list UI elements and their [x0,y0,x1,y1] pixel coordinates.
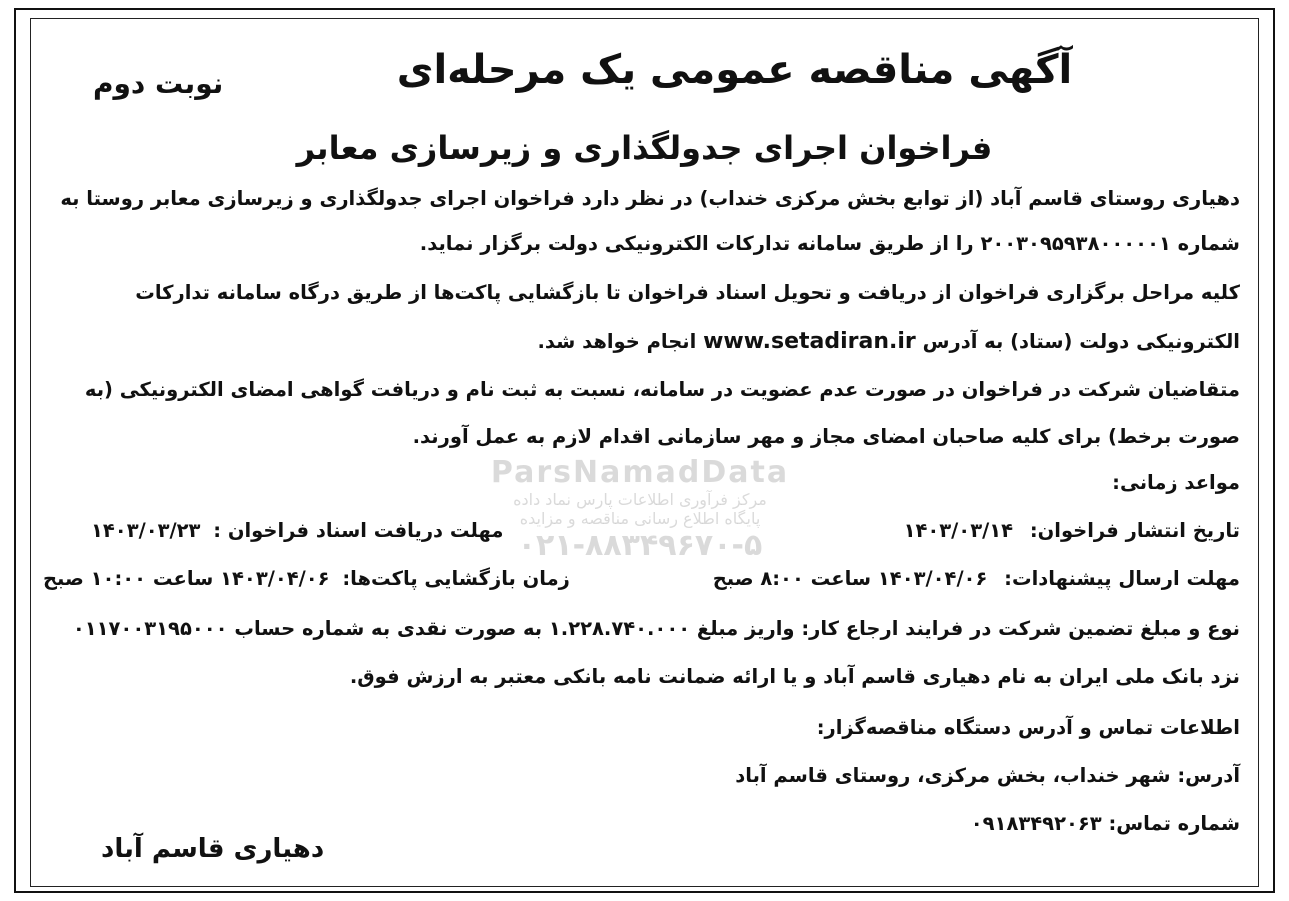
watermark-brand: ParsNamadData [490,455,790,490]
setadiran-link[interactable]: www.setadiran.ir [703,329,916,354]
opening-time-row [43,567,570,590]
phone-row [971,812,1240,835]
publish-date-value: ۱۴۰۳/۰۳/۱۴ [903,519,1014,542]
phone-value: ۰۹۱۸۳۴۹۲۰۶۳ [970,812,1109,835]
notice-title: آگهی مناقصه عمومی یک مرحله‌ای [396,47,1073,93]
watermark-line-1: مرکز فرآوری اطلاعات پارس نماد داده [513,490,767,509]
round-label: نوبت دوم [93,67,224,100]
docs-deadline-label: مهلت دریافت اسناد فراخوان : [213,519,504,542]
paragraph-1-line-1 [60,187,1240,210]
paragraph-3-line-1: متقاضیان شرکت در فراخوان در صورت عدم عضویت در سامانه، نسبت به ثبت نام و دریافت گواهی امضای الکترونیکی (به [84,378,1240,401]
address-row [735,764,1240,787]
opening-time-value: ۱۴۰۳/۰۴/۰۶ ساعت ۱۰:۰۰ صبح [43,567,330,590]
submission-deadline-label: مهلت ارسال پیشنهادات: [1004,567,1240,590]
paragraph-2-text-a: الکترونیکی دولت (ستاد) به آدرس [915,330,1240,353]
docs-deadline-row [91,519,503,542]
paragraph-1-text: (از توابع بخش مرکزی خنداب) در نظر دارد فراخوان اجرای جدولگذاری و زیرسازی معابر روستا به [60,187,991,210]
organizer-name: دهیاری روستای قاسم آباد [990,187,1240,210]
address-label: آدرس: [1177,764,1240,787]
guarantee-line-1 [73,617,1240,640]
paragraph-1-line-2: شماره ۲۰۰۳۰۹۵۹۳۸۰۰۰۰۰۱ را از طریق سامانه تدارکات الکترونیکی دولت برگزار نماید. [419,232,1240,255]
submission-deadline-row [713,567,1240,590]
docs-deadline-value: ۱۴۰۳/۰۳/۲۳ [91,519,201,542]
guarantee-line-2: نزد بانک ملی ایران به نام دهیاری قاسم آباد و یا ارائه ضمانت نامه بانکی معتبر به ارزش فوق. [349,665,1240,688]
notice-panel [30,18,1259,887]
phone-label: شماره تماس: [1108,812,1240,835]
publish-date-row [904,519,1240,542]
publish-date-label: تاریخ انتشار فراخوان: [1029,519,1240,542]
opening-time-label: زمان بازگشایی پاکت‌ها: [342,567,570,590]
guarantee-label: نوع و مبلغ تضمین شرکت در فرایند ارجاع کار: [801,617,1240,640]
paragraph-2-line-1: کلیه مراحل برگزاری فراخوان از دریافت و تحویل اسناد فراخوان تا بازگشایی پاکت‌ها از طریق درگاه سامانه تدارکات [135,281,1240,304]
address-value: شهر خنداب، بخش مرکزی، روستای قاسم آباد [735,764,1178,787]
guarantee-amount: واریز مبلغ ۱.۲۲۸.۷۴۰.۰۰۰ به صورت نقدی به شماره حساب ۰۱۱۷۰۰۳۱۹۵۰۰۰ [72,617,802,640]
notice-subtitle: فراخوان اجرای جدولگذاری و زیرسازی معابر [296,129,993,167]
submission-deadline-value: ۱۴۰۳/۰۴/۰۶ ساعت ۸:۰۰ صبح [712,567,988,590]
paragraph-3-line-2: صورت برخط) برای کلیه صاحبان امضای مجاز و مهر سازمانی اقدام لازم به عمل آورند. [412,425,1240,448]
contact-heading: اطلاعات تماس و آدرس دستگاه مناقصه‌گزار: [816,716,1240,739]
paragraph-2-text-b: انجام خواهد شد. [537,330,704,353]
signature: دهیاری قاسم آباد [101,834,325,864]
paragraph-2-line-2 [537,329,1240,354]
watermark-line-2: پایگاه اطلاع رسانی مناقصه و مزایده [519,509,761,528]
watermark-phone: ۰۲۱-۸۸۳۴۹۶۷۰-۵ [517,528,763,563]
schedule-heading: مواعد زمانی: [1112,471,1240,494]
